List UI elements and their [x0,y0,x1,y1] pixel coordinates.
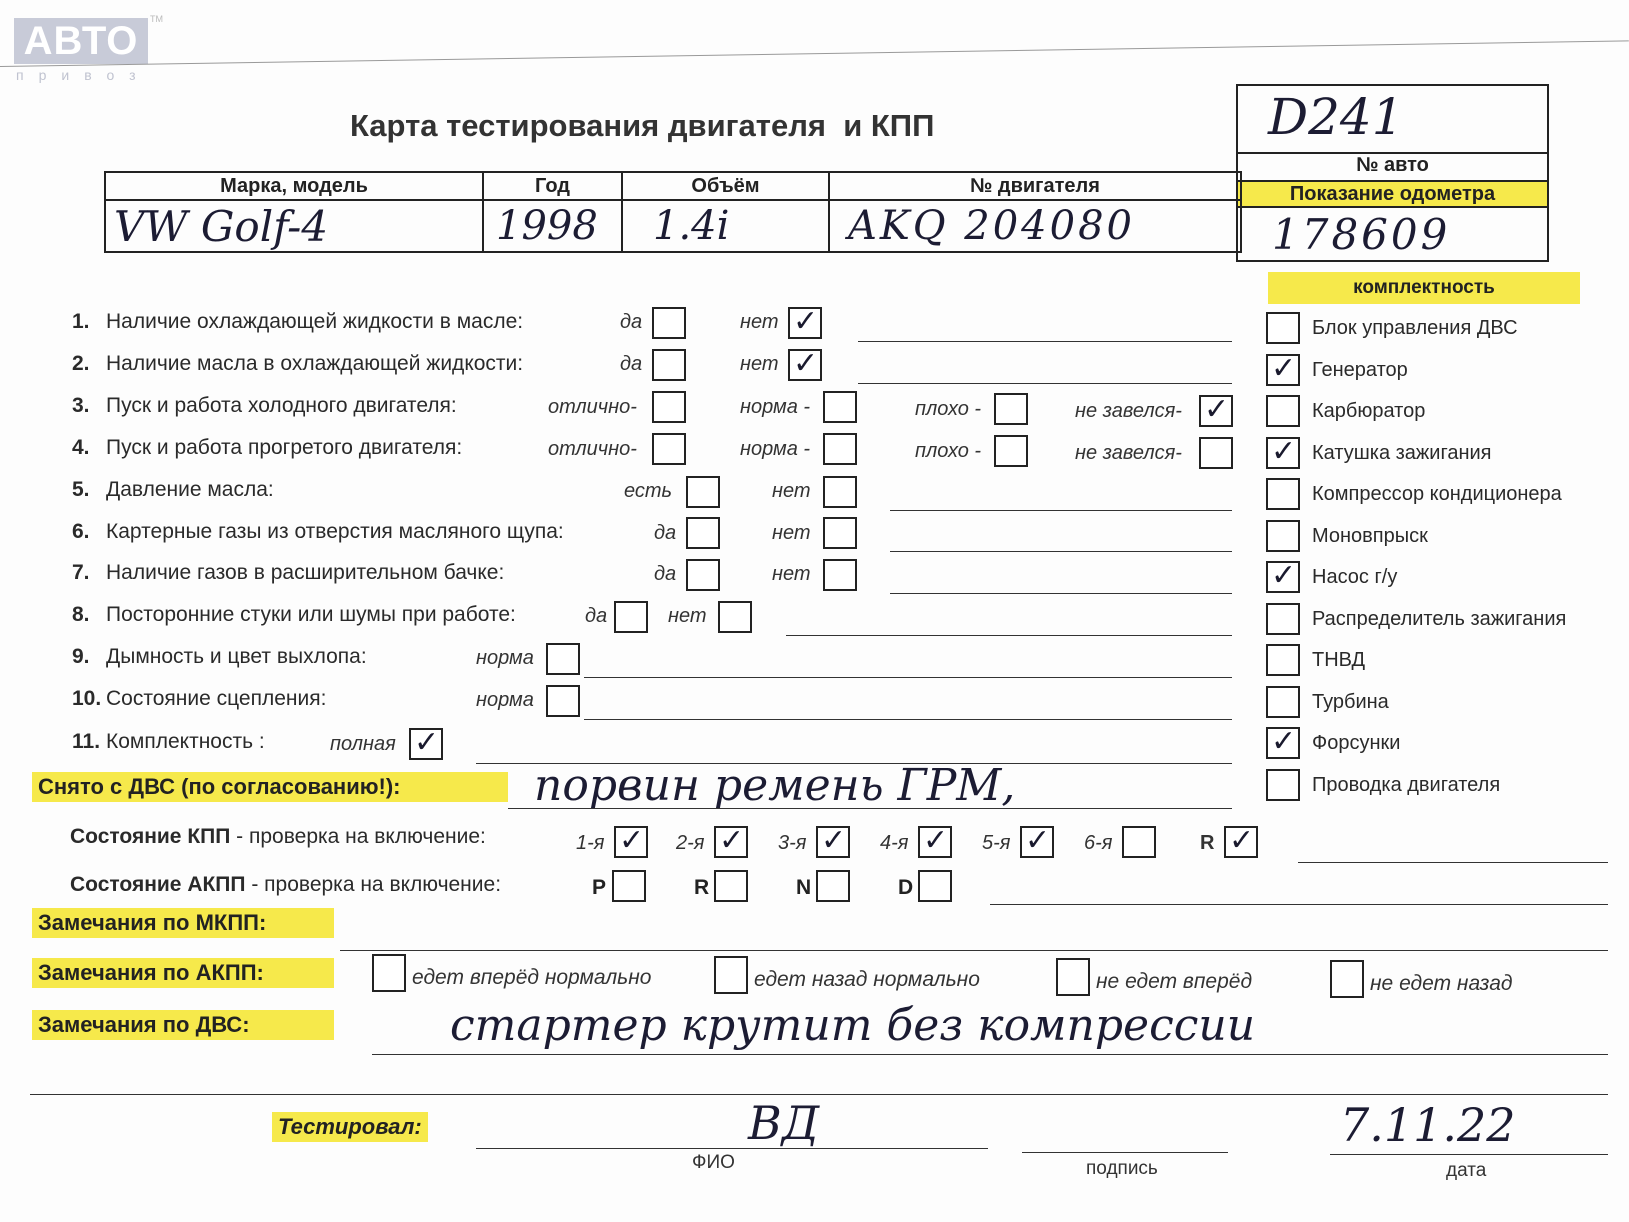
make-label: Марка, модель [220,174,368,197]
q3-normal-label: норма - [740,396,811,418]
year-value: 1998 [496,203,598,249]
engine-label: № двигателя [970,174,1100,197]
completeness-item-label: Распределитель зажигания [1312,607,1567,630]
akpp-label-rest: - проверка на включение: [245,873,502,896]
question-text: Состояние сцепления: [106,687,327,710]
year-label: Год [535,174,570,197]
completeness-checkbox[interactable] [1266,437,1300,469]
volume-value: 1.4i [653,203,730,249]
question-text: Комплектность : [106,730,265,753]
completeness-checkbox[interactable] [1266,395,1300,427]
completeness-checkbox[interactable] [1266,603,1300,635]
completeness-title: комплектность [1353,277,1495,298]
completeness-item-label: Блок управления ДВС [1312,317,1518,339]
logo: АВТО [14,18,148,64]
remarks-mkpp-line [340,950,1608,951]
kpp-gear-checkbox[interactable] [714,826,748,858]
completeness-checkbox[interactable] [1266,354,1300,386]
q6-yes-label: да [654,522,677,544]
q1-yes-label: да [620,311,643,333]
akpp-mode-checkbox[interactable] [612,870,646,902]
completeness-item-label: Насос г/у [1312,566,1398,588]
tested-name: ВД [748,1096,820,1150]
akpp-remark-checkbox[interactable] [714,956,748,994]
q4-excellent-label: отлично- [548,438,637,460]
completeness-item-label: Турбина [1312,690,1389,713]
question-row [72,645,367,669]
question-number: 4. [72,436,90,459]
question-row [72,687,326,711]
question-row [72,730,265,754]
kpp-label-rest: - проверка на включение: [230,825,486,848]
akpp-mode-checkbox[interactable] [714,870,748,902]
remarks-dvs-line [372,1054,1608,1055]
q3-nostart-label: не завелся- [1075,400,1182,422]
kpp-gear-checkbox[interactable] [1122,826,1156,858]
q3-normal-checkbox[interactable] [823,391,857,423]
q10-note-line [584,719,1232,720]
completeness-item-label: Генератор [1312,358,1408,381]
removed-label: Снято с ДВС (по согласованию!): [32,772,508,802]
signature-label: подпись [1086,1158,1158,1179]
q7-yes-label: да [654,563,677,585]
q7-no-label: нет [772,563,811,585]
question-number: 10. [72,687,102,710]
akpp-label-bold: Состояние АКПП [70,873,246,896]
volume-label: Объём [691,174,760,197]
q1-yes-checkbox[interactable] [652,307,686,339]
make-value: VW Golf-4 [114,201,329,251]
kpp-label-bold: Состояние КПП [70,825,231,848]
signature-line [1022,1152,1228,1153]
date-label: дата [1446,1160,1487,1181]
car-number-label: № авто [1356,154,1429,176]
question-number: 2. [72,352,90,375]
kpp-gear-label: 2-я [676,832,705,854]
kpp-gear-label: 3-я [778,832,807,854]
akpp-mode-checkbox[interactable] [918,870,952,902]
completeness-checkbox[interactable] [1266,644,1300,676]
q7-note-line [890,593,1232,594]
q4-normal-label: норма - [740,438,811,460]
completeness-checkbox[interactable] [1266,727,1300,759]
q9-note-line [584,677,1232,678]
question-number: 5. [72,478,90,501]
engine-value: AKQ 204080 [848,203,1135,249]
odometer-label: Показание одометра [1289,183,1496,205]
remarks-dvs-value: стартер крутит без компрессии [450,1000,1256,1051]
akpp-remark-label: не едет назад [1370,972,1513,995]
question-text: Дымность и цвет выхлопа: [106,645,367,668]
question-row [72,394,457,418]
q7-yes-checkbox[interactable] [686,559,720,591]
q11-full-label: полная [330,733,396,755]
q8-no-label: нет [668,605,707,627]
q2-yes-checkbox[interactable] [652,349,686,381]
akpp-remark-checkbox[interactable] [1330,960,1364,998]
kpp-gear-label: 4-я [880,832,909,854]
completeness-checkbox[interactable] [1266,478,1300,510]
q1-no-checkbox[interactable] [788,307,822,339]
q9-normal-label: норма [476,647,534,669]
q4-excellent-checkbox[interactable] [652,433,686,465]
akpp-remark-checkbox[interactable] [1056,958,1090,996]
kpp-gear-label: 6-я [1084,832,1113,854]
q8-no-checkbox[interactable] [718,601,752,633]
question-text: Давление масла: [106,478,274,501]
question-row [72,561,504,585]
q6-yes-checkbox[interactable] [686,517,720,549]
completeness-checkbox[interactable] [1266,686,1300,718]
question-number: 11. [72,730,101,753]
q8-yes-label: да [585,605,608,627]
question-row [72,436,462,460]
q11-full-checkbox[interactable] [409,728,443,760]
akpp-remark-label: не едет вперёд [1096,970,1253,993]
kpp-gear-checkbox[interactable] [816,826,850,858]
page-title: Карта тестирования двигателя и КПП [350,108,935,143]
top-border-line [0,40,1629,67]
odometer-value: 178609 [1272,210,1451,259]
kpp-gear-checkbox[interactable] [1020,826,1054,858]
q3-nostart-checkbox[interactable] [1199,395,1233,427]
q4-nostart-label: не завелся- [1075,442,1182,464]
akpp-remark-label: едет вперёд нормально [412,966,652,989]
car-number-box [1236,84,1549,262]
fio-label: ФИО [692,1152,735,1173]
q8-yes-checkbox[interactable] [614,601,648,633]
question-text: Картерные газы из отверстия масляного щупа: [106,520,564,543]
q7-no-checkbox[interactable] [823,559,857,591]
q9-normal-checkbox[interactable] [546,643,580,675]
q5-present-checkbox[interactable] [686,476,720,508]
question-row [72,520,564,544]
tested-label: Тестировал: [272,1112,428,1142]
completeness-item-label: Проводка двигателя [1312,773,1501,796]
fio-line [476,1148,988,1149]
akpp-label [70,873,501,897]
kpp-gear-checkbox[interactable] [918,826,952,858]
q4-bad-label: плохо - [915,440,982,462]
q6-no-checkbox[interactable] [823,517,857,549]
vehicle-info-table [104,171,1242,253]
completeness-item-label: Моновпрыск [1312,524,1428,547]
akpp-mode-label: R [694,876,710,899]
completeness-item-label: ТНВД [1312,649,1366,671]
akpp-remark-label: едет назад нормально [754,968,980,991]
kpp-gear-label: 1-я [576,832,605,854]
akpp-note-line [990,904,1608,905]
q2-note-line [858,383,1232,384]
q2-no-label: нет [740,353,779,375]
q1-note-line [858,341,1232,342]
odometer-label-bg [1238,180,1547,208]
kpp-gear-checkbox[interactable] [614,826,648,858]
kpp-gear-checkbox[interactable] [1224,826,1258,858]
q3-excellent-label: отлично- [548,396,637,418]
q3-bad-checkbox[interactable] [994,393,1028,425]
q2-no-checkbox[interactable] [788,349,822,381]
q4-normal-checkbox[interactable] [823,433,857,465]
completeness-item-label: Компрессор кондиционера [1312,483,1562,505]
q6-no-label: нет [772,522,811,544]
remarks-akpp-label: Замечания по АКПП: [32,958,334,988]
question-number: 8. [72,603,90,626]
remarks-dvs-line-2 [30,1094,1608,1095]
kpp-note-line [1298,862,1608,863]
q10-normal-checkbox[interactable] [546,685,580,717]
akpp-mode-checkbox[interactable] [816,870,850,902]
akpp-mode-label: D [898,876,914,899]
completeness-item-label: Карбюратор [1312,400,1426,422]
question-text: Пуск и работа прогретого двигателя: [106,436,463,459]
removed-value: порвин ремень ГРМ, [534,760,1016,811]
question-text: Наличие газов в расширительном бачке: [106,561,505,584]
akpp-mode-label: N [796,876,812,899]
q1-no-label: нет [740,311,779,333]
q6-note-line [890,551,1232,552]
question-number: 3. [72,394,90,417]
akpp-mode-label: P [592,876,607,899]
question-text: Пуск и работа холодного двигателя: [106,394,457,417]
completeness-checkbox[interactable] [1266,312,1300,344]
q4-bad-checkbox[interactable] [994,435,1028,467]
remarks-mkpp-label: Замечания по МКПП: [32,908,334,938]
q10-normal-label: норма [476,689,534,711]
question-number: 7. [72,561,90,584]
completeness-checkbox[interactable] [1266,520,1300,552]
akpp-remark-checkbox[interactable] [372,954,406,992]
completeness-title-bg [1268,272,1580,304]
kpp-gear-label: 5-я [982,832,1011,854]
q5-no-checkbox[interactable] [823,476,857,508]
q4-nostart-checkbox[interactable] [1199,437,1233,469]
logo-subtitle: привоз [16,67,151,83]
question-number: 1. [72,310,90,333]
question-row [72,310,523,334]
q2-yes-label: да [620,353,643,375]
completeness-item-label: Форсунки [1312,732,1401,754]
completeness-checkbox[interactable] [1266,769,1300,801]
logo-tm: TM [150,14,163,24]
question-text: Наличие масла в охлаждающей жидкости: [106,352,524,375]
remarks-dvs-label: Замечания по ДВС: [32,1010,334,1040]
question-number: 6. [72,520,90,543]
question-text: Наличие охлаждающей жидкости в масле: [106,310,524,333]
question-row [72,603,516,627]
question-row [72,352,523,376]
kpp-gear-label: R [1200,832,1215,854]
q3-bad-label: плохо - [915,398,982,420]
kpp-label [70,825,486,849]
completeness-checkbox[interactable] [1266,561,1300,593]
completeness-item-label: Катушка зажигания [1312,441,1492,464]
q8-note-line [786,635,1232,636]
tested-date: 7.11.22 [1340,1098,1516,1152]
q3-excellent-checkbox[interactable] [652,391,686,423]
q5-note-line [890,510,1232,511]
q5-no-label: нет [772,480,811,502]
question-number: 9. [72,645,90,668]
question-text: Посторонние стуки или шумы при работе: [106,603,516,626]
question-row [72,478,274,502]
date-line [1330,1154,1608,1155]
car-number-value: D241 [1268,88,1404,146]
q5-present-label: есть [624,480,673,502]
removed-line [508,808,1232,809]
